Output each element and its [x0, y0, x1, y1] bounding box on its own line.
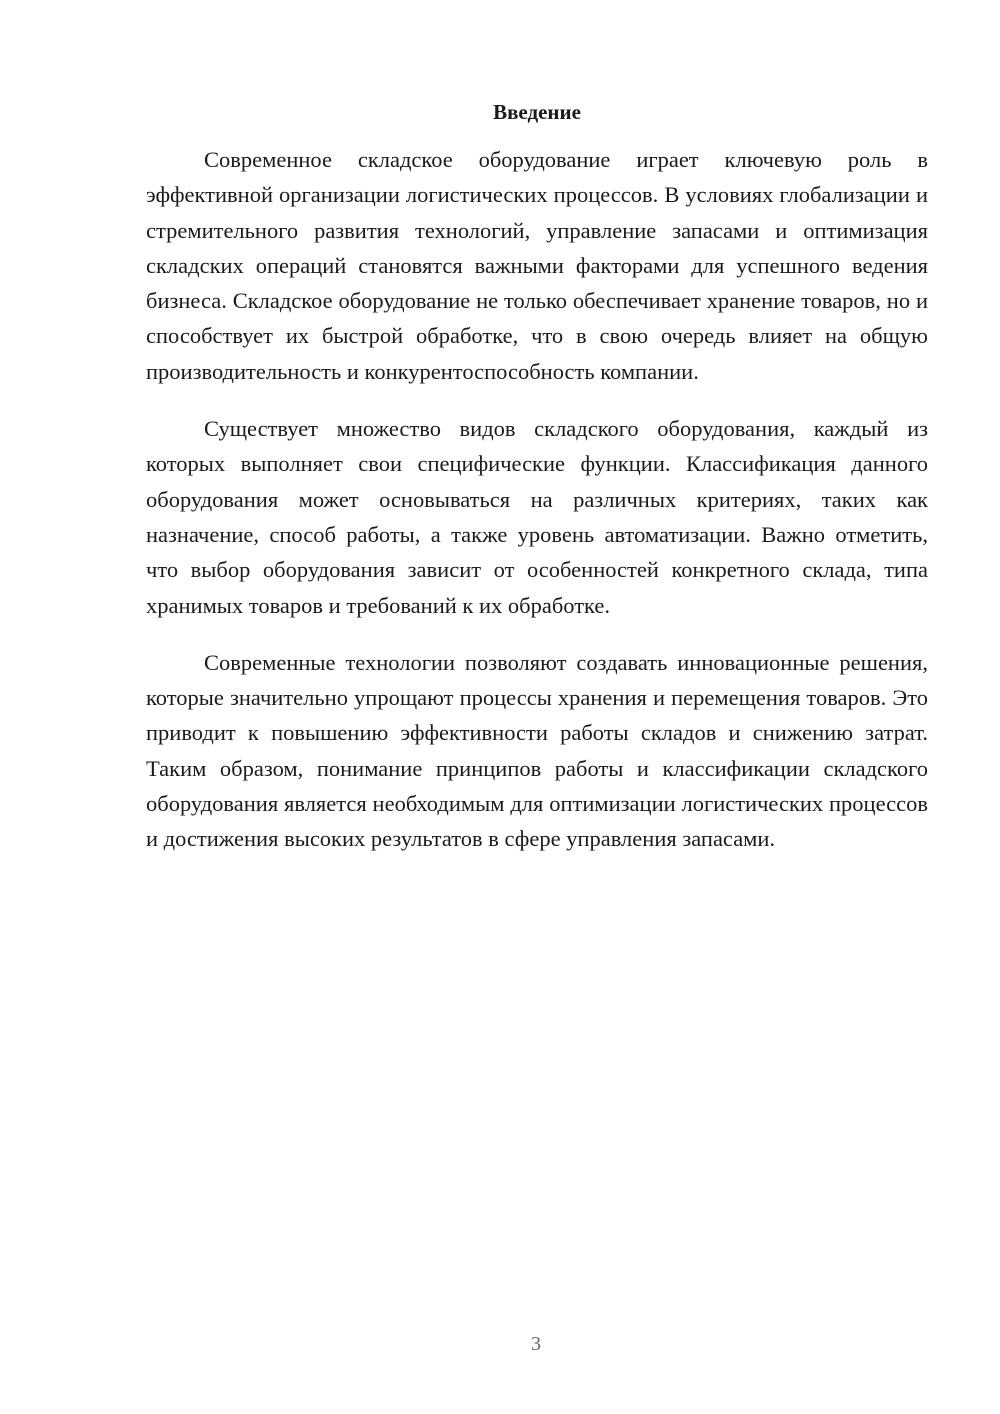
paragraph-1: Современное складское оборудование играет ключевую роль в эффективной организации логистических процессов. В условиях глобализации и стремительного развития технологий, управление запасами и оптимизация складских операций становятся важными факторами для успешного ведения бизнеса. Складское оборудование не только обеспечивает хранение товаров, но и способствует их быстрой обработке, что в свою очередь влияет на общую производительность и конкурентоспособность компании.: [146, 147, 928, 384]
section-heading: Введение: [493, 100, 581, 124]
body-text: [146, 142, 928, 879]
page-number: 3: [531, 1333, 541, 1355]
paragraph-2: Существует множество видов складского оборудования, каждый из которых выполняет свои специфические функции. Классификация данного оборудования может основываться на различных критериях, таких как назначение, способ работы, а также уровень автоматизации. Важно отметить, что выбор оборудования зависит от особенностей конкретного склада, типа хранимых товаров и требований к их обработке.: [146, 416, 928, 618]
paragraph-3: Современные технологии позволяют создавать инновационные решения, которые значительно упрощают процессы хранения и перемещения товаров. Это приводит к повышению эффективности работы складов и снижению затрат. Таким образом, понимание принципов работы и классификации складского оборудования является необходимым для оптимизации логистических процессов и достижения высоких результатов в сфере управления запасами.: [146, 649, 928, 852]
